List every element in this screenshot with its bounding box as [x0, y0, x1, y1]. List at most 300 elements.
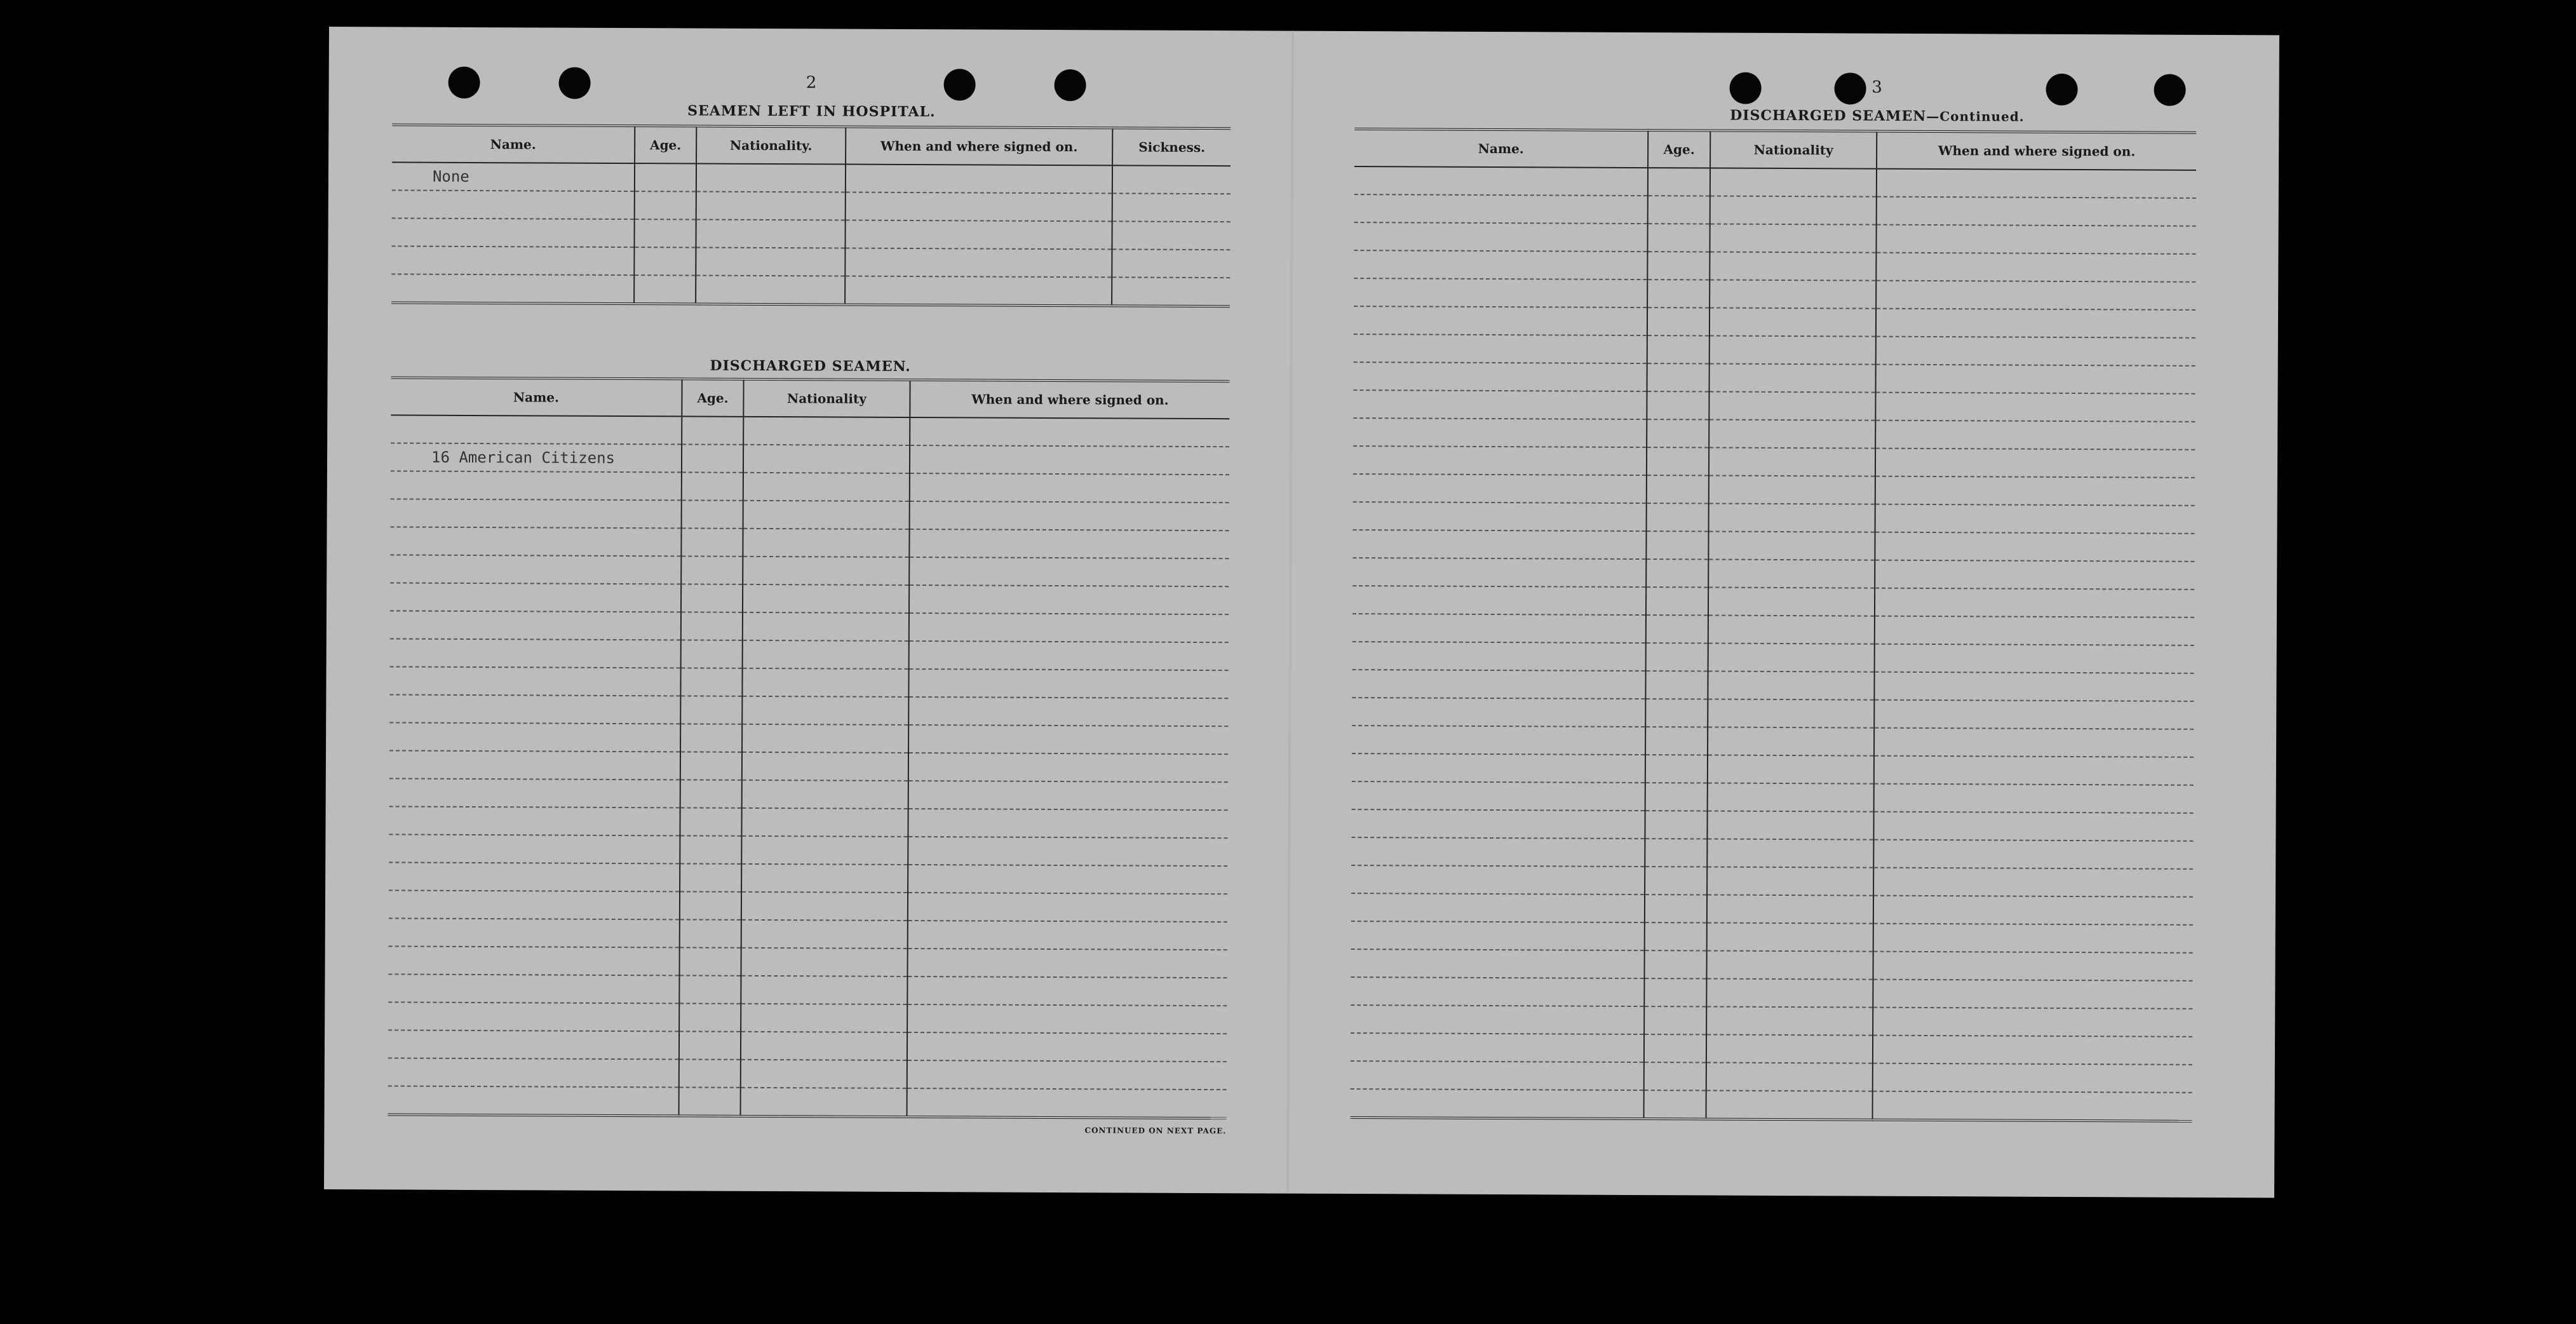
discharged-continued-header	[1354, 129, 2196, 170]
table-row	[1354, 166, 2196, 198]
table-cell	[696, 192, 846, 220]
table-cell	[389, 862, 680, 891]
table-cell	[696, 248, 845, 276]
table-cell	[1351, 809, 1645, 839]
table-cell	[741, 1060, 907, 1088]
table-cell	[909, 557, 1229, 586]
table-cell	[742, 696, 908, 725]
table-cell	[1647, 419, 1709, 447]
table-cell	[1645, 867, 1707, 895]
table-cell	[680, 891, 741, 919]
table-row	[1351, 1005, 2192, 1037]
table-cell	[1876, 309, 2195, 338]
table-cell	[680, 752, 742, 780]
table-cell	[1645, 755, 1708, 783]
table-cell	[741, 948, 907, 976]
table-row	[1352, 670, 2194, 701]
table-cell	[1648, 196, 1710, 224]
table-cell	[388, 1086, 679, 1116]
table-row	[391, 471, 1229, 503]
table-cell	[1709, 363, 1876, 392]
table-cell	[1876, 365, 2195, 394]
table-cell	[1352, 781, 1645, 811]
table-cell	[1351, 977, 1644, 1006]
table-cell	[680, 696, 742, 724]
table-cell	[681, 556, 743, 584]
table-cell	[634, 247, 696, 275]
table-cell	[908, 837, 1227, 866]
column-header-nationality: Nationality	[743, 379, 910, 417]
table-cell	[388, 946, 679, 975]
column-header-age: Age.	[682, 379, 743, 416]
table-cell	[1706, 978, 1873, 1007]
table-cell	[388, 974, 679, 1003]
table-cell	[1352, 698, 1645, 727]
table-cell	[1707, 867, 1873, 895]
table-cell	[1876, 281, 2195, 310]
table-row	[1351, 809, 2193, 841]
table-cell	[1352, 558, 1646, 587]
table-row	[1351, 921, 2193, 953]
table-cell	[389, 806, 680, 835]
table-cell	[388, 1030, 679, 1059]
table-row	[1351, 1089, 2192, 1121]
table-row	[389, 862, 1227, 894]
table-cell	[388, 1058, 679, 1087]
table-row	[1353, 502, 2195, 534]
table-cell	[743, 473, 910, 501]
table-row	[390, 555, 1229, 586]
table-cell	[1873, 840, 2193, 869]
table-row	[389, 834, 1227, 866]
table-cell	[907, 949, 1227, 978]
table-cell	[910, 417, 1229, 447]
table-cell	[1645, 811, 1707, 839]
table-cell	[391, 471, 682, 500]
table-cell	[1876, 253, 2195, 282]
table-cell	[680, 835, 741, 863]
table-cell	[741, 864, 908, 893]
table-cell	[1708, 643, 1875, 672]
table-cell	[1708, 727, 1874, 755]
table-row	[389, 666, 1228, 698]
table-cell	[1354, 194, 1648, 224]
table-cell	[681, 640, 743, 668]
table-cell	[1709, 252, 1876, 280]
table-cell	[681, 584, 743, 612]
table-cell	[1647, 280, 1709, 307]
table-cell	[696, 276, 845, 305]
table-cell	[910, 473, 1229, 503]
table-cell	[741, 836, 908, 865]
table-cell	[1646, 559, 1708, 587]
hospital-section-title: SEAMEN LEFT IN HOSPITAL.	[687, 102, 936, 121]
table-cell	[1875, 393, 2195, 422]
table-row	[388, 1086, 1227, 1118]
table-row	[1351, 1061, 2192, 1093]
table-cell	[1647, 391, 1709, 419]
table-cell	[1112, 193, 1231, 222]
table-cell	[743, 584, 909, 613]
table-row	[1351, 949, 2192, 981]
table-cell	[1873, 1036, 2192, 1065]
table-cell	[1876, 225, 2195, 254]
column-header-name: Name.	[391, 377, 682, 416]
table-cell	[1708, 615, 1875, 644]
table-cell	[1706, 1090, 1873, 1119]
table-cell	[908, 725, 1228, 754]
discharged-section-title: DISCHARGED SEAMEN.	[710, 357, 911, 375]
table-row	[1352, 586, 2194, 618]
table-cell	[743, 612, 909, 641]
table-cell	[1710, 168, 1877, 196]
discharged-continued-title	[1456, 106, 2298, 126]
table-cell	[390, 638, 681, 668]
table-cell	[1112, 165, 1231, 194]
table-cell	[1707, 811, 1873, 839]
table-cell	[1644, 1062, 1706, 1090]
table-row	[388, 1002, 1227, 1034]
table-row	[1352, 642, 2194, 673]
table-cell	[1874, 672, 2194, 701]
discharged-continued-table	[1351, 128, 2197, 1123]
table-cell	[1644, 1034, 1706, 1062]
table-cell	[908, 781, 1228, 810]
table-cell	[741, 1088, 907, 1117]
table-cell	[389, 918, 680, 947]
table-row	[389, 918, 1227, 950]
table-cell	[1873, 1091, 2192, 1121]
table-row	[391, 274, 1230, 306]
table-cell	[909, 585, 1229, 614]
table-cell	[1354, 306, 1647, 335]
table-cell	[1112, 221, 1230, 250]
table-cell	[1709, 335, 1876, 364]
column-header-nationality: Nationality.	[696, 126, 846, 165]
table-cell	[908, 893, 1227, 922]
table-row	[389, 694, 1228, 726]
table-cell	[1709, 224, 1876, 252]
table-cell	[1707, 922, 1873, 951]
table-cell	[908, 753, 1228, 782]
table-cell	[1351, 921, 1645, 950]
table-cell	[908, 865, 1227, 894]
table-row	[1352, 698, 2194, 729]
table-cell	[907, 1032, 1227, 1062]
column-header-name: Name.	[392, 125, 635, 163]
table-cell	[696, 164, 846, 193]
table-cell	[1352, 642, 1646, 671]
table-row	[389, 806, 1227, 838]
column-header-signed-on: When and where signed on.	[846, 127, 1112, 166]
page-spine	[1286, 31, 1294, 1194]
table-cell	[391, 499, 682, 528]
table-cell	[1645, 671, 1708, 699]
table-cell	[1646, 587, 1708, 615]
table-cell	[1647, 252, 1709, 280]
table-cell	[1352, 530, 1646, 559]
table-cell	[696, 220, 845, 248]
table-cell	[1877, 169, 2196, 198]
table-cell	[741, 1004, 907, 1032]
table-cell	[1706, 1062, 1873, 1091]
table-cell	[1875, 616, 2194, 645]
table-cell	[907, 1088, 1227, 1118]
right-page	[1350, 31, 2197, 1198]
table-cell	[1708, 783, 1874, 811]
table-row	[1353, 446, 2195, 478]
table-cell	[1351, 1005, 1644, 1034]
table-cell	[1354, 250, 1647, 280]
table-cell	[1873, 1008, 2192, 1037]
table-cell	[1354, 362, 1647, 391]
table-cell	[1709, 419, 1875, 448]
table-cell	[1646, 531, 1708, 559]
table-cell	[1353, 390, 1647, 419]
table-row	[390, 638, 1229, 670]
table-row	[390, 583, 1229, 614]
table-cell	[1644, 950, 1706, 978]
column-header-sickness: Sickness.	[1112, 128, 1231, 166]
table-row	[390, 611, 1229, 642]
table-cell	[682, 500, 743, 528]
table-cell	[1875, 504, 2195, 534]
table-cell	[1709, 503, 1875, 532]
column-header-signed-on: When and where signed on.	[910, 380, 1229, 419]
table-cell	[907, 976, 1227, 1006]
table-cell	[390, 527, 681, 556]
table-row	[1352, 753, 2194, 785]
table-cell	[1353, 446, 1647, 475]
table-cell	[741, 808, 908, 837]
table-cell	[1112, 277, 1230, 306]
table-cell	[1353, 502, 1647, 531]
table-cell	[1706, 1034, 1873, 1063]
table-cell	[1647, 503, 1709, 531]
table-cell	[846, 165, 1112, 194]
page-number: 3	[1871, 78, 1883, 97]
table-cell: 16 American Citizens	[391, 443, 682, 472]
table-row	[1353, 390, 2195, 422]
title-text: DISCHARGED SEAMEN	[1730, 107, 1927, 125]
table-cell	[1353, 418, 1647, 447]
table-cell	[1645, 895, 1707, 922]
table-row	[1354, 250, 2195, 282]
table-cell	[1877, 197, 2196, 226]
table-cell	[1874, 756, 2194, 785]
table-cell	[908, 669, 1228, 698]
table-row	[1354, 334, 2195, 366]
table-cell	[680, 780, 742, 807]
table-row	[391, 246, 1230, 278]
table-cell	[1706, 950, 1873, 979]
table-cell	[679, 1031, 741, 1059]
table-row	[1352, 614, 2194, 645]
table-cell	[389, 722, 680, 752]
table-cell	[743, 557, 909, 585]
table-cell	[1708, 531, 1875, 560]
table-cell	[1645, 922, 1707, 950]
table-cell	[1874, 700, 2194, 729]
table-cell	[909, 613, 1229, 642]
table-cell	[1873, 812, 2193, 841]
table-cell	[679, 1003, 741, 1031]
table-cell	[1709, 391, 1875, 420]
table-cell	[742, 752, 908, 781]
table-cell	[391, 274, 634, 304]
table-cell	[1875, 560, 2194, 590]
table-cell	[1875, 644, 2194, 673]
table-row	[388, 946, 1227, 978]
table-cell	[908, 697, 1228, 726]
table-cell	[388, 1002, 679, 1031]
table-cell	[1351, 949, 1644, 978]
table-cell	[1647, 224, 1709, 252]
table-cell	[1708, 587, 1875, 616]
table-row	[391, 443, 1229, 475]
table-cell	[679, 947, 741, 975]
table-row	[391, 415, 1229, 447]
table-cell	[909, 529, 1229, 558]
column-header-name: Name.	[1354, 129, 1648, 168]
table-cell	[1874, 784, 2194, 813]
table-cell	[1707, 895, 1873, 923]
table-cell	[1710, 196, 1877, 224]
table-cell	[389, 750, 680, 780]
table-row	[392, 190, 1231, 222]
table-cell	[743, 501, 910, 529]
table-cell	[1645, 699, 1708, 727]
table-row	[1351, 977, 2192, 1009]
table-cell	[389, 778, 680, 807]
table-cell	[680, 863, 741, 891]
table-cell	[1645, 727, 1708, 755]
table-cell	[1354, 334, 1647, 363]
discharged-table-header	[391, 377, 1229, 419]
table-cell	[845, 220, 1112, 250]
table-cell	[1876, 337, 2195, 366]
left-page	[388, 27, 1231, 1193]
hospital-table-header	[392, 125, 1231, 166]
table-cell	[391, 246, 634, 275]
table-cell	[1708, 559, 1875, 588]
table-cell	[1873, 896, 2193, 925]
table-cell	[1644, 978, 1706, 1006]
table-cell	[680, 724, 742, 752]
table-cell	[1874, 728, 2194, 757]
table-cell	[1875, 421, 2195, 450]
table-cell	[1708, 755, 1874, 783]
table-cell	[1351, 1089, 1644, 1119]
table-cell	[1647, 363, 1709, 391]
table-cell	[845, 276, 1112, 306]
table-cell	[634, 275, 696, 304]
table-cell	[389, 666, 680, 696]
continued-note: CONTINUED ON NEXT PAGE.	[1084, 1126, 1227, 1136]
table-cell	[1708, 671, 1874, 699]
table-cell	[682, 472, 743, 500]
table-cell	[680, 919, 741, 947]
table-row	[1353, 474, 2195, 506]
table-cell	[1709, 447, 1875, 476]
table-row	[390, 527, 1229, 558]
table-cell	[1708, 699, 1874, 727]
table-cell	[1875, 449, 2195, 478]
table-cell	[1352, 670, 1645, 699]
table-cell	[1645, 839, 1707, 867]
table-cell	[741, 892, 908, 921]
table-cell	[1351, 837, 1645, 867]
table-cell	[1873, 952, 2192, 981]
table-row	[389, 778, 1228, 810]
table-cell	[1112, 249, 1230, 278]
table-cell	[742, 724, 908, 753]
table-cell	[1352, 753, 1645, 783]
table-cell	[845, 248, 1112, 278]
column-header-signed-on: When and where signed on.	[1877, 132, 2196, 170]
table-cell	[743, 445, 910, 473]
table-cell	[909, 641, 1229, 670]
table-row	[391, 499, 1229, 530]
table-row	[1352, 530, 2194, 562]
table-cell	[846, 193, 1112, 222]
table-cell	[742, 668, 908, 697]
table-cell	[910, 445, 1229, 475]
table-cell	[743, 529, 909, 557]
table-cell	[1351, 893, 1645, 922]
table-row	[1351, 837, 2193, 869]
table-cell	[679, 1059, 741, 1087]
table-cell	[907, 1004, 1227, 1034]
table-cell	[743, 640, 909, 669]
column-header-nationality: Nationality	[1710, 130, 1877, 168]
table-row	[388, 1058, 1227, 1090]
title-suffix: —Continued.	[1926, 108, 2025, 125]
table-cell	[1873, 924, 2193, 953]
table-cell	[1706, 1006, 1873, 1035]
table-cell	[1352, 586, 1646, 615]
table-cell	[391, 218, 634, 247]
table-cell	[1351, 865, 1645, 895]
table-row	[1354, 362, 2195, 394]
table-row	[1353, 418, 2195, 450]
table-row	[1354, 194, 2196, 226]
table-cell	[742, 780, 908, 809]
table-cell	[1647, 475, 1709, 503]
table-cell	[682, 444, 743, 472]
table-row	[1352, 726, 2194, 757]
table-cell	[389, 694, 680, 724]
table-cell	[1647, 335, 1709, 363]
table-row	[1351, 865, 2193, 897]
table-cell	[682, 416, 743, 444]
table-cell	[743, 417, 910, 445]
table-cell	[741, 920, 908, 949]
table-cell	[1351, 1061, 1644, 1090]
table-cell	[1352, 726, 1645, 755]
table-cell	[910, 501, 1229, 530]
table-row	[1351, 893, 2193, 925]
table-cell	[908, 809, 1227, 838]
table-cell	[1873, 1064, 2192, 1093]
table-cell	[635, 191, 696, 219]
table-row	[1352, 558, 2194, 590]
column-header-age: Age.	[1648, 130, 1710, 168]
page-number: 2	[806, 73, 818, 93]
table-cell	[680, 807, 741, 835]
table-row	[389, 722, 1228, 754]
table-cell	[1875, 532, 2194, 562]
